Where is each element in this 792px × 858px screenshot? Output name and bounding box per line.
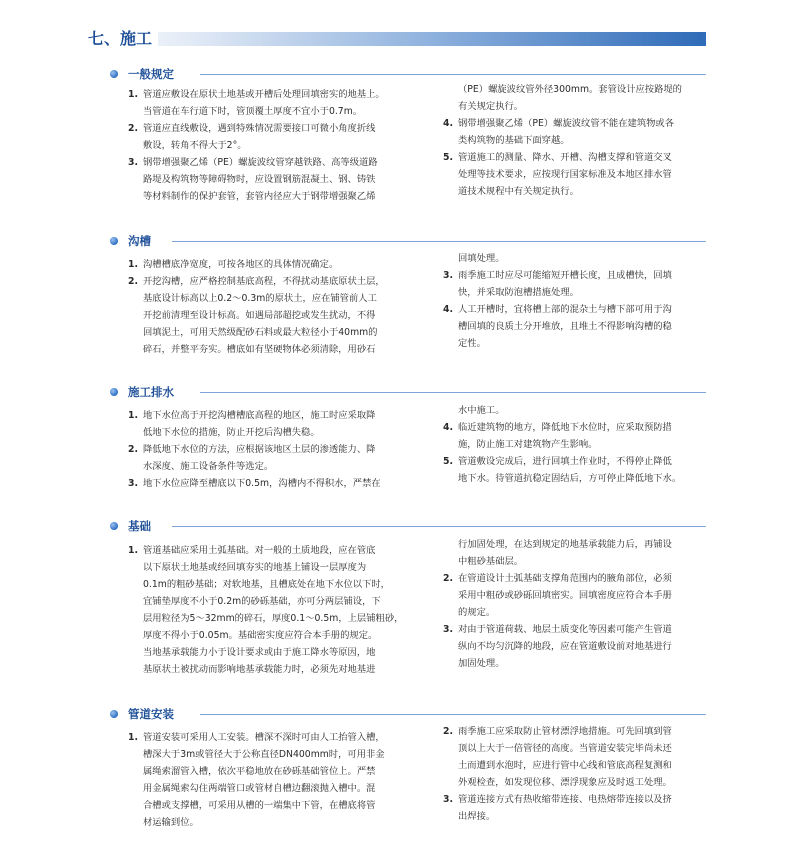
section-title: 管道安装 [128,706,182,722]
list-item: 1. 沟槽槽底净宽度，可按各地区的具体情况确定。 [128,259,339,270]
section-installation-left-column [128,729,412,831]
section-divider [172,241,706,242]
section-divider [200,714,706,715]
section-heading-general [110,66,706,82]
continued-text: 回填处理。 [458,253,505,264]
list-item: 1. 地下水位高于开挖沟槽槽底高程的地区，施工时应采取降 低地下水位的措施，防止开挖后沟槽失稳。 [128,410,376,438]
section-general-left-column [128,86,412,205]
continued-text: （PE）螺旋波纹管外径300mm。套管设计应按路堤的 有关规定执行。 [458,84,682,112]
list-item: 1. 管道安装可采用人工安装。槽深不深时可由人工抬管入槽， 槽深大于3m或管径大于公称直径DN400mm时，可用非金 属绳索溜管入槽，依次平稳地放在砂砾基础管位上。严禁 用金属绳索勾住两端管口或管材自槽边翻滚抛入槽中。混 合槽或支撑槽，可采用从槽的一端集中下管，在槽底将管 材运输到位。 [128,732,385,828]
chapter-header [88,28,706,48]
continued-text: 行加固处理，在达到规定的地基承载能力后，再铺设 中粗砂基础层。 [458,539,672,567]
section-drainage-right-column [443,402,727,487]
list-item: 1. 管道应敷设在原状土地基或开槽后处理回填密实的地基上。 当管道在车行道下时，管顶覆土厚度不宜小于0.7m。 [128,89,385,117]
list-item: 4. 钢带增强聚乙烯（PE）螺旋波纹管不能在建筑物或各 类构筑物的基础下面穿越。 [443,118,675,146]
list-item: 2. 在管道设计土弧基础支撑角范围内的腋角部位，必须 采用中粗砂或砂砾回填密实。回填密度应符合本手册 的规定。 [443,573,672,618]
list-item: 5. 管道施工的测量、降水、开槽、沟槽支撑和管道交叉 处理等技术要求，应按现行国家标准及本地区排水管 道技术规程中有关规定执行。 [443,152,672,197]
section-divider [200,74,706,75]
section-general-right-column [443,81,727,200]
list-item: 3. 管道连接方式有热收缩带连接、电热熔带连接以及挤 出焊接。 [443,794,672,822]
section-bullet-icon [110,70,118,78]
section-title: 施工排水 [128,384,182,400]
list-item: 1. 管道基础应采用土弧基础。对一般的土质地段，应在管底 以下原状土地基或经回填夯实的地基上铺设一层厚度为 0.1m的粗砂基础；对软地基，且槽底处在地下水位以下时， 宜铺垫厚度不小于0.2m的砂砾基础，亦可分两层铺设，下 层用粒径为5～32mm的碎石，厚度0.1～0.5m，上层铺粗砂， 厚度不得小于0.05m。基础密实度应符合本手册的规定。 当地基承载能力小于设计要求或由于施工降水等原因，地 基原状土被扰动而影响地基承载能力时，必须先对地基进 [128,545,404,675]
list-item: 3. 对由于管道荷载、地层土质变化等因素可能产生管道 纵向不均匀沉降的地段，应在管道敷设前对地基进行 加固处理。 [443,624,672,669]
section-trench-left-column [128,256,412,358]
list-item: 3. 钢带增强聚乙烯（PE）螺旋波纹管穿越铁路、高等级道路 路堤及构筑物等障碍物时，应设置钢筋混凝土、钢、铸铁 等材料制作的保护套管，套管内径应大于钢带增强聚乙烯 [128,157,378,202]
list-item: 3. 雨季施工时应尽可能缩短开槽长度，且成槽快，回填 快，并采取防泡槽措施处理。 [443,270,672,298]
list-item: 4. 临近建筑物的地方，降低地下水位时，应采取预防措 施，防止施工对建筑物产生影响。 [443,422,672,450]
section-bullet-icon [110,710,118,718]
section-trench-right-column [443,250,727,352]
section-heading-foundation [110,518,706,534]
section-divider [200,392,706,393]
chapter-title: 七、施工 [88,28,158,50]
section-divider [172,526,706,527]
list-item: 2. 开挖沟槽，应严格控制基底高程，不得扰动基底原状土层， 基底设计标高以上0.2～0.3m的原状土，应在铺管前人工 开挖前清理至设计标高。如遇局部超挖或发生扰动，不得 回填泥土，可用天然级配砂石料或最大粒径小于40mm的 碎石，并整平夯实。槽底如有坚硬物体必须清除，用砂石 [128,276,385,355]
section-installation-right-column [443,723,727,825]
section-title: 沟槽 [128,233,159,249]
chapter-header-bar [88,32,706,46]
section-foundation-right-column [443,536,727,672]
section-heading-trench [110,233,706,249]
section-title: 基础 [128,518,159,534]
list-item: 3. 地下水位应降至槽底以下0.5m，沟槽内不得积水，严禁在 [128,478,381,489]
section-bullet-icon [110,388,118,396]
list-item: 5. 管道敷设完成后，进行回填土作业时，不得停止降低 地下水。待管道抗稳定固结后，方可停止降低地下水。 [443,456,682,484]
section-title: 一般规定 [128,66,182,82]
list-item: 2. 降低地下水位的方法，应根据该地区土层的渗透能力、降 水深度、施工设备条件等选定。 [128,444,376,472]
list-item: 2. 雨季施工应采取防止管材漂浮地措施。可先回填到管 顶以上大于一倍管径的高度。当管道安装完毕尚未还 土而遭到水泡时，应进行管中心线和管底高程复测和 外观检查，如发现位移、漂浮现象应及时返工处理。 [443,726,672,788]
section-bullet-icon [110,522,118,530]
section-heading-installation [110,706,706,722]
continued-text: 水中施工。 [458,405,505,416]
list-item: 2. 管道应直线敷设，遇到特殊情况需要接口可微小角度折线 敷设，转角不得大于2°。 [128,123,376,151]
list-item: 4. 人工开槽时，宜将槽上部的混杂土与槽下部可用于沟 槽回填的良质土分开堆放，且堆土不得影响沟槽的稳 定性。 [443,304,672,349]
section-drainage-left-column [128,407,412,492]
section-foundation-left-column [128,542,412,678]
section-bullet-icon [110,237,118,245]
section-heading-drainage [110,384,706,400]
